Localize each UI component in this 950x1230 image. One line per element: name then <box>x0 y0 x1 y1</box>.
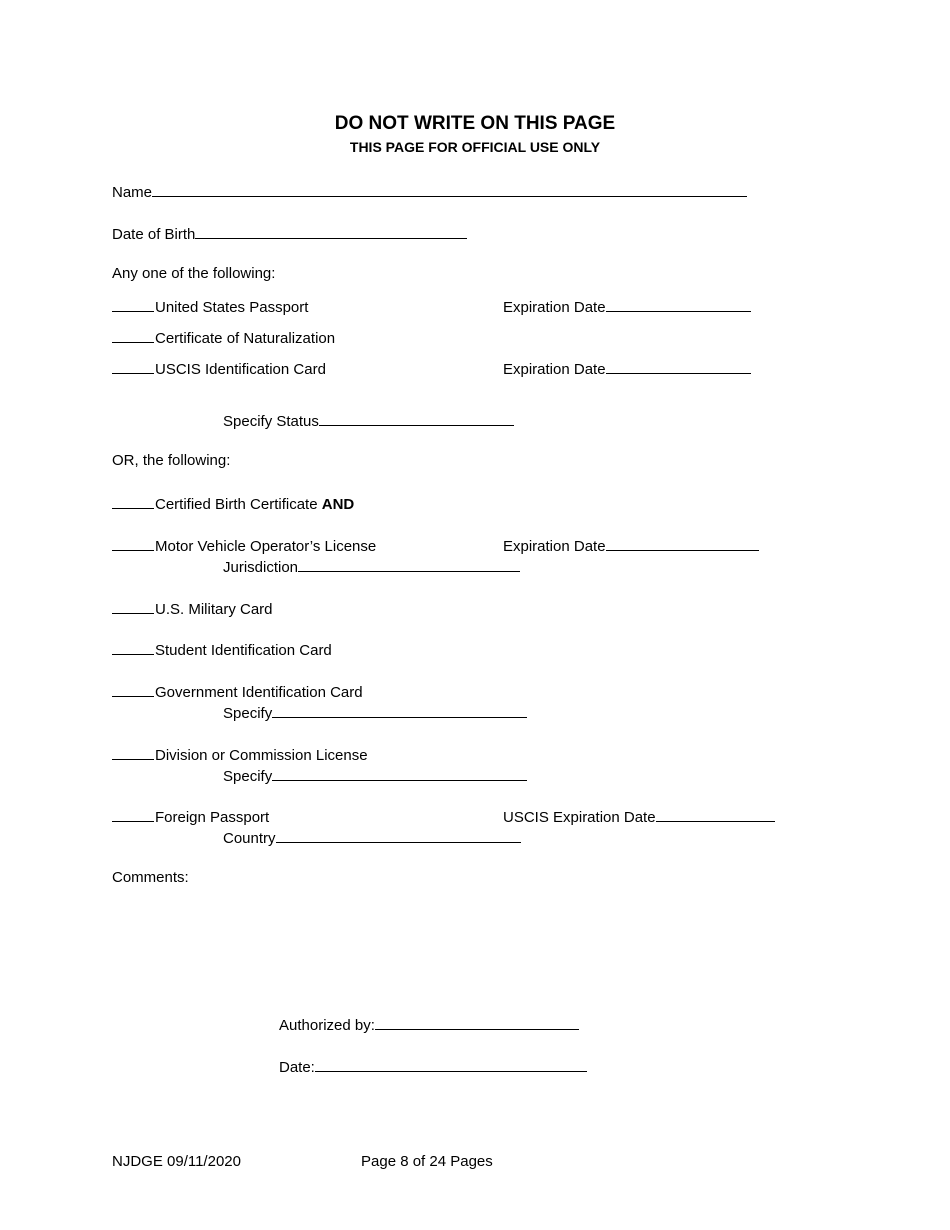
footer-page-number: Page 8 of 24 Pages <box>361 1153 493 1170</box>
uscis-expiration-label: USCIS Expiration Date <box>503 809 656 826</box>
passport-check-blank[interactable] <box>112 296 154 312</box>
comments-label: Comments: <box>112 869 189 886</box>
specify-status-label: Specify Status <box>223 413 319 430</box>
gov-card-label: Government Identification Card <box>155 684 363 701</box>
any-one-label: Any one of the following: <box>112 265 276 282</box>
expiration-label: Expiration Date <box>503 299 606 316</box>
division-license-row <box>112 744 368 764</box>
gov-card-specify-row <box>223 702 527 722</box>
military-card-check-blank[interactable] <box>112 598 154 614</box>
dob-row <box>112 223 467 243</box>
student-card-check-blank[interactable] <box>112 639 154 655</box>
or-label: OR, the following: <box>112 452 231 469</box>
uscis-expiration-field[interactable] <box>656 806 775 822</box>
uscis-card-expiration <box>503 358 751 378</box>
name-field[interactable] <box>152 181 747 197</box>
birth-cert-label: Certified Birth Certificate <box>155 496 318 513</box>
specify-label: Specify <box>223 705 273 722</box>
country-row <box>223 827 521 847</box>
military-card-label: U.S. Military Card <box>155 601 273 618</box>
country-field[interactable] <box>276 827 521 843</box>
uscis-card-row <box>112 358 326 378</box>
passport-row <box>112 296 308 316</box>
uscis-card-check-blank[interactable] <box>112 358 154 374</box>
uscis-card-label: USCIS Identification Card <box>155 361 326 378</box>
country-label: Country <box>223 830 276 847</box>
foreign-passport-check-blank[interactable] <box>112 806 154 822</box>
passport-expiration-field[interactable] <box>606 296 751 312</box>
division-specify-field[interactable] <box>272 765 527 781</box>
authorized-label: Authorized by: <box>279 1017 375 1034</box>
division-specify-row <box>223 765 527 785</box>
passport-label: United States Passport <box>155 299 309 316</box>
jurisdiction-field[interactable] <box>298 556 520 572</box>
passport-expiration <box>503 296 751 316</box>
naturalization-label: Certificate of Naturalization <box>155 330 336 347</box>
foreign-passport-row <box>112 806 269 826</box>
naturalization-check-blank[interactable] <box>112 327 154 343</box>
page-title: DO NOT WRITE ON THIS PAGE <box>334 113 616 134</box>
jurisdiction-row <box>223 556 520 576</box>
division-license-check-blank[interactable] <box>112 744 154 760</box>
specify-label: Specify <box>223 768 273 785</box>
birth-cert-check-blank[interactable] <box>112 493 154 509</box>
dob-field[interactable] <box>195 223 467 239</box>
uscis-card-expiration-field[interactable] <box>606 358 751 374</box>
birth-cert-row <box>112 493 354 513</box>
mvo-license-label: Motor Vehicle Operator’s License <box>155 538 377 555</box>
expiration-label: Expiration Date <box>503 538 606 555</box>
mvo-expiration <box>503 535 759 555</box>
expiration-label: Expiration Date <box>503 361 606 378</box>
date-row <box>279 1056 587 1076</box>
naturalization-row <box>112 327 335 347</box>
name-label: Name <box>112 184 153 201</box>
footer-doc-id: NJDGE 09/11/2020 <box>112 1153 241 1170</box>
gov-card-row <box>112 681 363 701</box>
dob-label: Date of Birth <box>112 226 196 243</box>
specify-status-row <box>223 410 514 430</box>
mvo-license-row <box>112 535 376 555</box>
specify-status-field[interactable] <box>319 410 514 426</box>
military-card-row <box>112 598 273 618</box>
authorized-row <box>279 1014 579 1034</box>
authorized-field[interactable] <box>375 1014 579 1030</box>
jurisdiction-label: Jurisdiction <box>223 559 299 576</box>
date-field[interactable] <box>315 1056 587 1072</box>
mvo-expiration-field[interactable] <box>606 535 759 551</box>
page-subtitle: THIS PAGE FOR OFFICIAL USE ONLY <box>349 139 601 155</box>
division-license-label: Division or Commission License <box>155 747 368 764</box>
gov-card-specify-field[interactable] <box>272 702 527 718</box>
and-label: AND <box>321 496 355 513</box>
uscis-expiration <box>503 806 775 826</box>
date-label: Date: <box>279 1059 315 1076</box>
name-row <box>112 181 747 201</box>
mvo-license-check-blank[interactable] <box>112 535 154 551</box>
student-card-label: Student Identification Card <box>155 642 332 659</box>
gov-card-check-blank[interactable] <box>112 681 154 697</box>
student-card-row <box>112 639 332 659</box>
foreign-passport-label: Foreign Passport <box>155 809 270 826</box>
